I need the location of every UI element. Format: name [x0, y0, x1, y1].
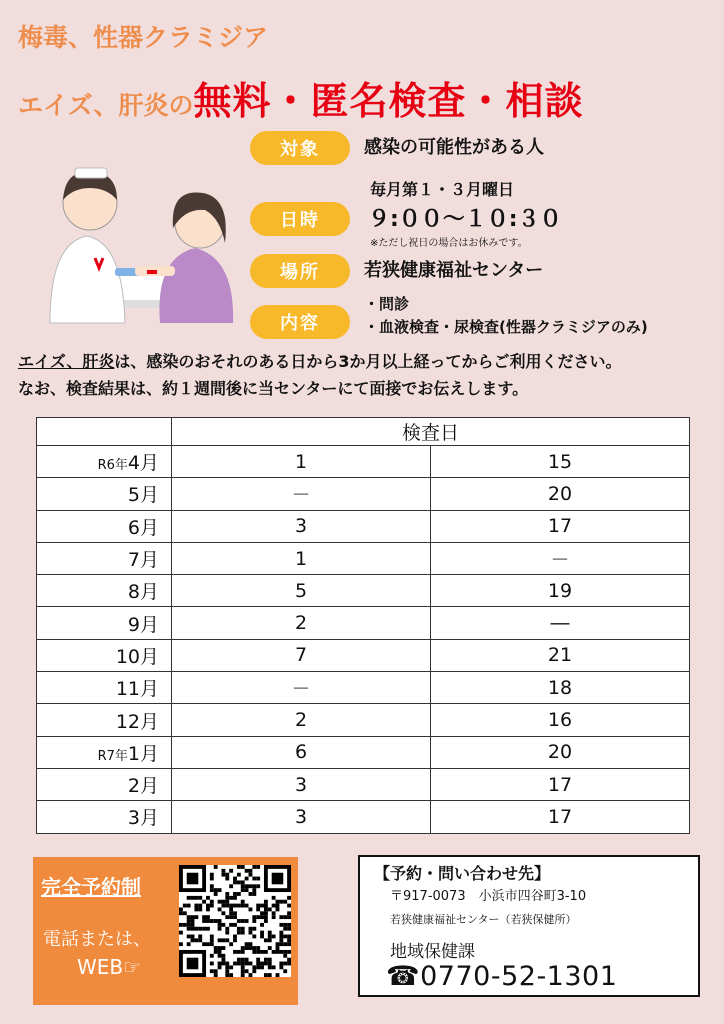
third-test-date: －	[431, 542, 690, 574]
first-test-date: 3	[172, 768, 431, 800]
headline-diseases: 梅毒、性器クラミジア	[18, 23, 269, 52]
first-test-date: 3	[172, 510, 431, 542]
month-cell	[37, 704, 172, 736]
first-test-date: 5	[172, 575, 431, 607]
first-test-date: 2	[172, 704, 431, 736]
contact-address: 〒917-0073 小浜市四谷町3-10	[390, 889, 587, 904]
third-test-date: 19	[431, 575, 690, 607]
month-label: 1月	[127, 742, 159, 765]
notice-line2: なお、検査結果は、約１週間後に当センターにて面接でお伝えします。	[18, 379, 529, 398]
month-cell	[37, 801, 172, 833]
third-test-date: 18	[431, 672, 690, 704]
month-label: 8月	[127, 581, 159, 604]
badge-content: 内容	[250, 305, 350, 339]
first-test-date: －	[172, 672, 431, 704]
first-test-date: 1	[172, 446, 431, 478]
table-row	[37, 801, 690, 833]
month-label: 11月	[115, 678, 159, 701]
year-label: R6年	[97, 458, 128, 474]
datetime-schedule: 毎月第１・３月曜日	[370, 180, 515, 199]
table-row	[37, 736, 690, 768]
third-test-date: 17	[431, 510, 690, 542]
table-row	[37, 639, 690, 671]
year-label: R7年	[97, 748, 128, 764]
third-test-date: 20	[431, 736, 690, 768]
content-item: ・問診	[364, 295, 410, 313]
first-test-date: 6	[172, 736, 431, 768]
notice-text	[18, 348, 621, 402]
month-cell	[37, 542, 172, 574]
contact-box	[358, 855, 700, 997]
contact-office: 若狭健康福祉センター（若狭保健所）	[390, 913, 577, 926]
month-label: 10月	[115, 645, 159, 668]
table-header: 検査日	[172, 418, 690, 446]
notice-line1: は、感染のおそれのある日から3か月以上経ってからご利用ください。	[114, 352, 622, 371]
first-test-date: 7	[172, 639, 431, 671]
month-cell	[37, 446, 172, 478]
table-row	[37, 704, 690, 736]
contact-section: 地域保健課	[390, 942, 475, 962]
third-test-date: 17	[431, 768, 690, 800]
table-row	[37, 672, 690, 704]
qr-code-icon[interactable]	[179, 865, 291, 977]
month-label: 9月	[127, 613, 159, 636]
test-date-table	[36, 417, 690, 834]
third-test-date: 21	[431, 639, 690, 671]
contact-phone[interactable]: ☎0770-52-1301	[386, 961, 618, 992]
third-test-date: 17	[431, 801, 690, 833]
month-label: 7月	[127, 549, 159, 572]
first-test-date: －	[172, 478, 431, 510]
datetime-hours: ９:００～１０:３０	[368, 207, 562, 232]
first-test-date: 2	[172, 607, 431, 639]
table-corner	[37, 418, 172, 446]
month-cell	[37, 736, 172, 768]
nurse-blood-test-illustration	[35, 148, 255, 328]
third-test-date: ―	[431, 607, 690, 639]
contact-heading: 【予約・問い合わせ先】	[374, 864, 551, 883]
table-row	[37, 542, 690, 574]
notice-underlined: エイズ、肝炎	[18, 352, 115, 371]
month-cell	[37, 607, 172, 639]
third-test-date: 20	[431, 478, 690, 510]
table-row	[37, 607, 690, 639]
badge-datetime: 日時	[250, 202, 350, 236]
pointing-hand-icon: ☞	[123, 955, 142, 979]
badge-place: 場所	[250, 254, 350, 288]
month-cell	[37, 768, 172, 800]
month-label: 3月	[127, 807, 159, 830]
third-test-date: 15	[431, 446, 690, 478]
table-row	[37, 768, 690, 800]
month-cell	[37, 672, 172, 704]
month-cell	[37, 639, 172, 671]
table-row	[37, 510, 690, 542]
badge-target: 対象	[250, 131, 350, 165]
reservation-box	[33, 857, 298, 1005]
reservation-title: 完全予約制	[41, 875, 141, 899]
month-cell	[37, 478, 172, 510]
first-test-date: 1	[172, 542, 431, 574]
headline-main	[18, 70, 584, 125]
month-label: 6月	[127, 516, 159, 539]
reservation-line1: 電話または、	[43, 929, 151, 950]
month-cell	[37, 510, 172, 542]
month-label: 5月	[127, 484, 159, 507]
reservation-web: WEB☞	[77, 955, 142, 979]
table-row	[37, 446, 690, 478]
month-label: 2月	[127, 775, 159, 798]
table-row	[37, 575, 690, 607]
place-text: 若狭健康福祉センター	[364, 260, 544, 281]
month-label: 12月	[115, 710, 159, 733]
first-test-date: 3	[172, 801, 431, 833]
headline-prefix: エイズ、肝炎の	[18, 91, 194, 120]
target-text: 感染の可能性がある人	[364, 137, 544, 158]
holiday-note: ※ただし祝日の場合はお休みです。	[370, 238, 528, 249]
third-test-date: 16	[431, 704, 690, 736]
content-item: ・血液検査・尿検査(性器クラミジアのみ)	[364, 318, 648, 336]
month-label: 4月	[127, 452, 159, 475]
headline-free-test: 無料・匿名検査・相談	[193, 79, 584, 123]
month-cell	[37, 575, 172, 607]
table-row	[37, 478, 690, 510]
